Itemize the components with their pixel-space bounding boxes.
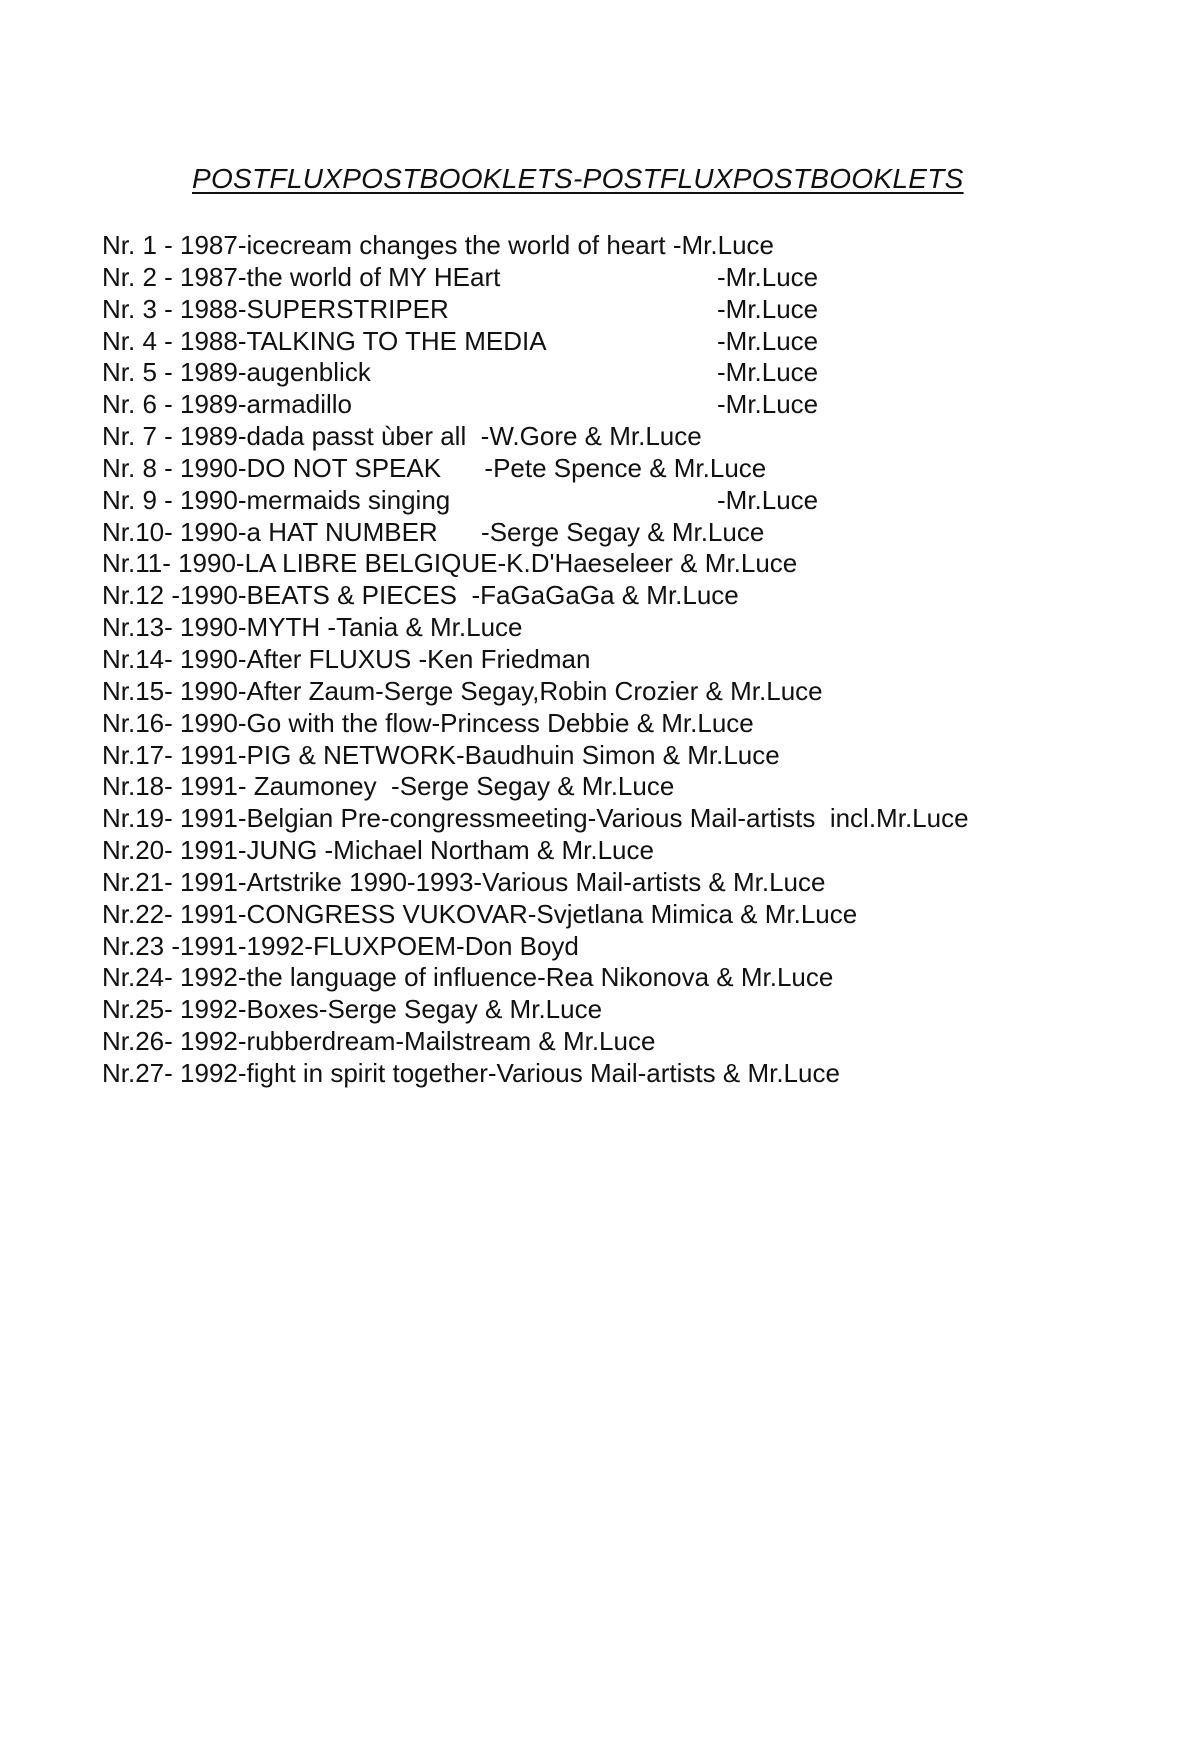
entry-text: Nr. 1 - 1987-icecream changes the world of heart -Mr.Luce — [102, 230, 774, 260]
entry-text: Nr. 5 - 1989-augenblick — [102, 357, 371, 388]
list-item — [102, 962, 1062, 994]
list-item — [102, 326, 1062, 358]
entry-text: Nr.23 -1991-1992-FLUXPOEM-Don Boyd — [102, 930, 579, 961]
entry-text: Nr.13- 1990-MYTH -Tania & Mr.Luce — [102, 612, 523, 643]
list-item — [102, 580, 1062, 612]
list-item — [102, 517, 1062, 549]
list-item — [102, 676, 1062, 708]
entry-text: Nr.26- 1992-rubberdream-Mailstream & Mr.Luce — [102, 1026, 656, 1057]
entry-text: Nr.20- 1991-JUNG -Michael Northam & Mr.Luce — [102, 835, 654, 866]
list-item — [102, 803, 1062, 835]
entry-text: Nr. 6 - 1989-armadillo — [102, 389, 352, 420]
entry-text: Nr. 9 - 1990-mermaids singing — [102, 484, 451, 515]
entry-text: Nr. 4 - 1988-TALKING TO THE MEDIA — [102, 325, 547, 356]
list-item — [102, 1026, 1062, 1058]
entry-text: Nr. 7 - 1989-dada passt ùber all -W.Gore & Mr.Luce — [102, 421, 702, 452]
list-item — [102, 612, 1062, 644]
entry-credit: -Mr.Luce — [717, 389, 819, 420]
entry-text: Nr.22- 1991-CONGRESS VUKOVAR-Svjetlana Mimica & Mr.Luce — [102, 898, 858, 929]
list-item — [102, 294, 1062, 326]
list-item — [102, 453, 1062, 485]
entry-text: Nr. 3 - 1988-SUPERSTRIPER — [102, 293, 449, 324]
list-item — [102, 357, 1062, 389]
list-item — [102, 548, 1062, 580]
list-item — [102, 230, 1062, 262]
list-item — [102, 835, 1062, 867]
list-item — [102, 771, 1062, 803]
entry-text: Nr.27- 1992-fight in spirit together-Various Mail-artists & Mr.Luce — [102, 1057, 840, 1088]
booklet-list — [102, 230, 1062, 1090]
list-item — [102, 994, 1062, 1026]
entry-text: Nr.21- 1991-Artstrike 1990-1993-Various Mail-artists & Mr.Luce — [102, 866, 826, 897]
entry-text: Nr.14- 1990-After FLUXUS -Ken Friedman — [102, 643, 591, 674]
entry-text: Nr.16- 1990-Go with the flow-Princess Debbie & Mr.Luce — [102, 707, 754, 738]
list-item — [102, 644, 1062, 676]
entry-text: Nr.17- 1991-PIG & NETWORK-Baudhuin Simon & Mr.Luce — [102, 739, 780, 770]
list-item — [102, 1058, 1062, 1090]
list-item — [102, 867, 1062, 899]
entry-text: Nr.12 -1990-BEATS & PIECES -FaGaGaGa & Mr.Luce — [102, 580, 739, 611]
entry-text: Nr.18- 1991- Zaumoney -Serge Segay & Mr.Luce — [102, 771, 675, 802]
list-item — [102, 262, 1062, 294]
list-item — [102, 421, 1062, 453]
entry-text: Nr.10- 1990-a HAT NUMBER -Serge Segay & Mr.Luce — [102, 516, 765, 547]
entry-credit: -Mr.Luce — [717, 357, 819, 388]
entry-text: Nr.15- 1990-After Zaum-Serge Segay,Robin Crozier & Mr.Luce — [102, 675, 823, 706]
entry-text: Nr.25- 1992-Boxes-Serge Segay & Mr.Luce — [102, 994, 603, 1025]
list-item — [102, 708, 1062, 740]
page-title: POSTFLUXPOSTBOOKLETS-POSTFLUXPOSTBOOKLETS — [192, 163, 964, 194]
entry-text: Nr. 2 - 1987-the world of MY HEart — [102, 261, 501, 292]
entry-text: Nr.19- 1991-Belgian Pre-congressmeeting-Various Mail-artists incl.Mr.Luce — [102, 803, 969, 834]
list-item — [102, 931, 1062, 963]
entry-credit: -Mr.Luce — [717, 484, 819, 515]
entry-credit: -Mr.Luce — [717, 261, 819, 292]
list-item — [102, 389, 1062, 421]
list-item — [102, 740, 1062, 772]
list-item — [102, 899, 1062, 931]
entry-text: Nr.11- 1990-LA LIBRE BELGIQUE-K.D'Haeseleer & Mr.Luce — [102, 548, 798, 579]
list-item — [102, 485, 1062, 517]
entry-text: Nr.24- 1992-the language of influence-Rea Nikonova & Mr.Luce — [102, 962, 834, 993]
entry-credit: -Mr.Luce — [717, 325, 819, 356]
entry-credit: -Mr.Luce — [717, 293, 819, 324]
entry-text: Nr. 8 - 1990-DO NOT SPEAK -Pete Spence & Mr.Luce — [102, 452, 767, 483]
